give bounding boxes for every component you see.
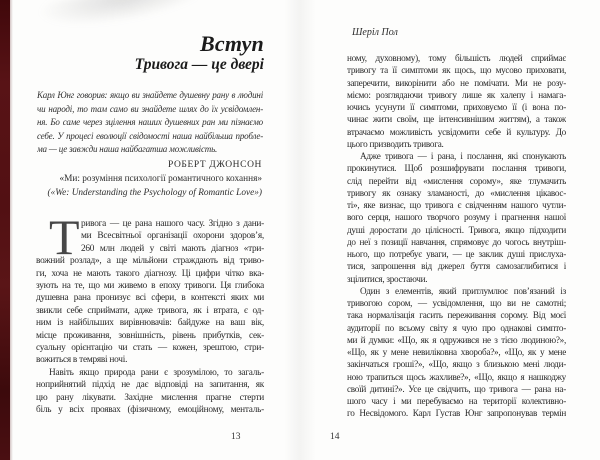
gutter-shadow <box>284 0 316 460</box>
epigraph <box>37 89 263 157</box>
text-line: ма — це завжди наша найбагатша можливість. <box>37 144 218 155</box>
text-line: суальну орієнтацію чи стать — кожен, зрештою, стри- <box>36 343 264 354</box>
text-line: вожиться в темряві ночі. <box>36 355 128 366</box>
text-line: своїй дитині?». Усе це свідчить, що тривога — рана на- <box>347 383 566 394</box>
text-line: цього призводить тривога. <box>347 138 444 149</box>
epigraph-author: РОБЕРТ ДЖОНСОН <box>167 160 262 170</box>
text-line: ми й думки: «Що, як я одружився не з тією людиною?», <box>347 334 566 345</box>
book-cover-spine-edge <box>0 0 10 460</box>
text-line: зцілитися, зростаючи. <box>347 273 428 284</box>
text-line: цю рану лікувати. Західне мислення прагне стерти <box>36 392 264 403</box>
text-line: втрачаємо можливість усвідомити себе й культуру. До <box>347 126 566 137</box>
text-line: «Що, як у мене невиліковна хвороба?», «Що, як у мене <box>347 347 566 357</box>
text-line: душі доростати до цілісності. Тривога, якщо підходити <box>347 224 566 235</box>
text-line: така нормалізація гасить переживання сорому. Від моєї <box>347 310 566 321</box>
text-line: 260 млн людей у світі мають діагноз «три- <box>81 243 264 254</box>
text-line: вого серця, нашого творчого розуму і прагнення нашої <box>347 212 566 223</box>
text-line: місце проживання, зовнішність, рівень прибутків, сек- <box>36 330 264 341</box>
text-line: аудиторії по всьому світу я чую про однакові симпто- <box>347 322 566 333</box>
text-line: шого часу і ми перебуваємо на території колективно- <box>347 396 566 406</box>
text-line: чинає жити своїм, ще інтенсивнішим життям), а також <box>347 114 566 125</box>
epigraph-attribution <box>36 158 262 200</box>
text-line: Один з елементів, який притлумлює пов’язаний із <box>360 285 566 296</box>
text-line: заперечити, викорінити або не помічати. Ми не розу- <box>347 77 566 88</box>
drop-cap: Т <box>49 209 80 265</box>
text-line: Навіть якщо природа рани є зрозумілою, то загаль- <box>49 367 264 378</box>
text-line: ною трапиться щось жахливе?», «Що, якщо я нашкоджу <box>347 371 566 382</box>
text-line: тривогу та її симптоми як щось, що мусово приховати, <box>347 65 566 76</box>
page-number-right: 14 <box>330 432 340 442</box>
text-line: звикли себе сприймати, адже тривога, як і втрата, є од- <box>36 305 264 316</box>
epigraph-source-original: («We: Understanding the Psychology of Romantic Love») <box>47 188 262 198</box>
text-line: ному, духовному), тому більшість людей сприймає <box>347 53 566 63</box>
text-line: себе. У процесі еволюції свідомості наша найбільша пробле- <box>37 130 263 141</box>
text-line: ючись усунути її симптоми, приховуємо її (і вона по- <box>347 102 566 112</box>
spine-edge-highlight <box>10 0 13 460</box>
text-line: чи народі, то там само ви знайдете шлях до їх усвідомлен- <box>37 103 263 114</box>
text-line: вожний розлад», а ще мільйони страждають від триво- <box>36 256 264 267</box>
text-line: біль у всіх проявах (фізичному, емоційному, менталь- <box>36 405 264 416</box>
text-line: зують на те, що ми живемо в епоху тривоги. Ця глибока <box>36 281 264 292</box>
text-line: слід перейти від «мислення сорому», яке тлумачить <box>347 175 566 186</box>
text-line: ним із найбільших вирівнювачів: байдуже на ваш вік, <box>36 318 264 329</box>
right-page-body <box>347 52 566 420</box>
text-line: Карл Юнг говорив: якщо ви знайдете душевну рану в людині <box>37 90 263 100</box>
text-line: ті», яке визнає, що тривога є свідченням нашого чутли- <box>347 200 566 210</box>
page-number-left: 13 <box>231 432 241 442</box>
text-line: душевна рана пронизує всі сфери, в контексті яких ми <box>36 293 264 304</box>
text-line: ги, хоча не мають такого діагнозу. Ці цифри чітко вка- <box>36 268 264 279</box>
chapter-subtitle: Тривога — це двері <box>134 56 264 73</box>
left-page-body <box>36 209 264 417</box>
text-line: нього, що потребує уваги, — це заклик душі прислуха- <box>347 249 566 259</box>
text-line: до неї з позиції навчання, спрямовує до чогось внутріш- <box>347 236 566 247</box>
right-page <box>347 0 566 460</box>
chapter-heading <box>36 32 264 73</box>
text-line: тривогу як ознаку зламаності, до «мислення цікавос- <box>347 187 566 198</box>
text-line: міємо: розглядаючи тривогу лише як халепу і намага- <box>347 89 566 100</box>
chapter-title: Вступ <box>199 31 264 56</box>
epigraph-source: «Ми: розуміння психології романтичного кохання» <box>59 174 262 184</box>
text-line: ривога — це рана нашого часу. Згідно з дани- <box>81 219 264 229</box>
text-line: Адже тривога — і рана, і послання, які спонукають <box>360 151 566 161</box>
running-header: Шеріл Пол <box>352 27 398 38</box>
text-line: ми Всесвітньої організації охорони здоров’я, <box>81 231 264 242</box>
text-line: ня. Бо саме через зцілення наших душевних ран ми пізнаємо <box>37 117 263 128</box>
left-page <box>36 0 264 460</box>
text-line: тривогою сором, — усвідомлення, що ви не самотні; <box>347 298 566 308</box>
text-line: прокинутися. Щоб розшифрувати послання тривоги, <box>347 163 566 174</box>
text-line: го Несвідомого. Карл Густав Юнг запропонував термін <box>347 408 566 419</box>
text-line: закінчаться гроші?», «Що, якщо з близькою мені люди- <box>347 359 566 370</box>
text-line: ноприйнятий підхід не дає відповіді на запитання, як <box>36 380 264 391</box>
text-line: тися, запрошення від джерел буття самозаглибитися і <box>347 261 566 272</box>
